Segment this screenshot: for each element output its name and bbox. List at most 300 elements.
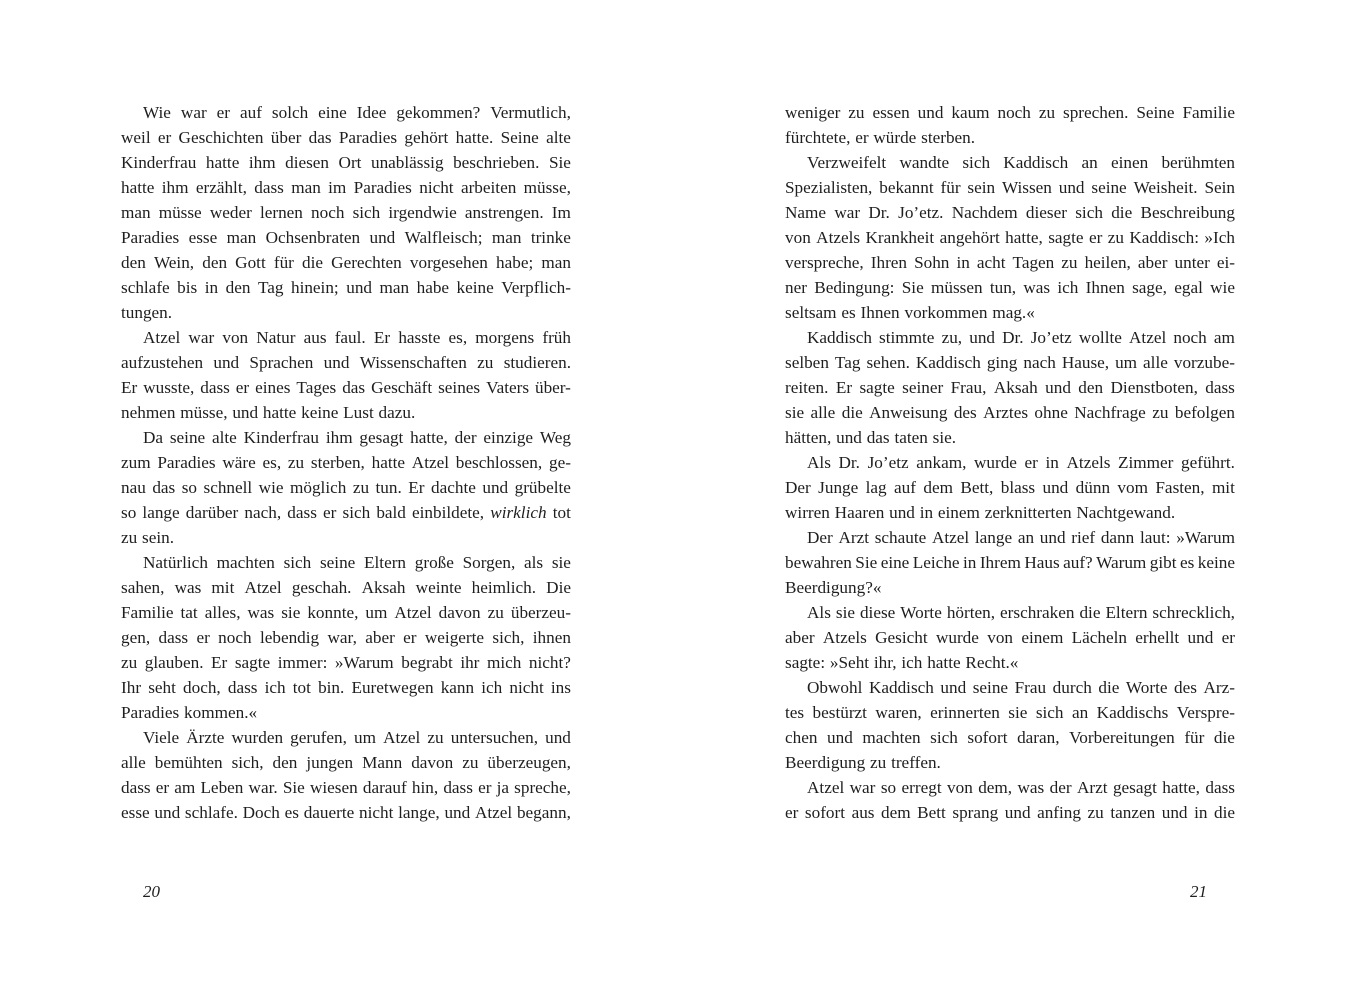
word: tat bbox=[180, 603, 198, 622]
text-line bbox=[121, 750, 571, 775]
word: Paradies bbox=[121, 228, 180, 247]
word: zu bbox=[427, 728, 444, 747]
text-line bbox=[785, 100, 1235, 125]
word: spreche, bbox=[514, 778, 571, 797]
text-line bbox=[121, 300, 571, 325]
word: sie bbox=[835, 603, 855, 622]
word: Kaddisch: bbox=[1129, 228, 1200, 247]
word: Als bbox=[807, 603, 831, 622]
word: ihr bbox=[460, 653, 480, 672]
word: auf? bbox=[1063, 553, 1093, 572]
word: bekannt bbox=[879, 178, 934, 197]
word: zerknitterten bbox=[984, 503, 1072, 522]
word: wie bbox=[1210, 278, 1235, 297]
word: war bbox=[188, 328, 215, 347]
word: auf bbox=[239, 103, 262, 122]
text-line bbox=[785, 125, 1235, 150]
word: den bbox=[121, 253, 146, 272]
word: einzige bbox=[483, 428, 534, 447]
word: Kinderfrau bbox=[121, 153, 197, 172]
word: Worte bbox=[900, 603, 942, 622]
word: Tagen bbox=[1012, 253, 1055, 272]
word: und bbox=[213, 353, 240, 372]
word: Geschichten bbox=[178, 128, 264, 147]
word: dem bbox=[923, 478, 953, 497]
word: müsse, bbox=[523, 178, 571, 197]
word: der bbox=[454, 428, 477, 447]
word: und bbox=[1004, 803, 1031, 822]
word: dass bbox=[287, 503, 317, 522]
word: untersuchen, bbox=[450, 728, 539, 747]
word: wollte bbox=[1078, 328, 1122, 347]
word: nach bbox=[1023, 353, 1056, 372]
word: und bbox=[889, 503, 915, 522]
word: Sie bbox=[282, 778, 305, 797]
word: an bbox=[1017, 528, 1035, 547]
word: sie bbox=[551, 553, 571, 572]
word: man bbox=[121, 203, 151, 222]
word: dass bbox=[158, 628, 189, 647]
word: und bbox=[444, 803, 471, 822]
word: als bbox=[524, 553, 544, 572]
word: Fasten, bbox=[1155, 478, 1205, 497]
word: begann, bbox=[516, 803, 571, 822]
word: wurde bbox=[973, 453, 1017, 472]
text-line bbox=[785, 400, 1235, 425]
word: wäre bbox=[222, 453, 256, 472]
word: kommen.« bbox=[184, 703, 258, 722]
word: Jo’etz bbox=[867, 453, 909, 472]
word: den bbox=[202, 253, 228, 272]
word: Eltern bbox=[1105, 603, 1148, 622]
word: hätten, bbox=[785, 428, 832, 447]
word: Vermutlich, bbox=[490, 103, 571, 122]
text-line bbox=[121, 250, 571, 275]
word: Krankheit bbox=[865, 228, 935, 247]
word: Eltern bbox=[364, 553, 407, 572]
word: Ihnen bbox=[1085, 278, 1125, 297]
word: sofort bbox=[967, 728, 1008, 747]
word: alle bbox=[121, 753, 146, 772]
word: konnte, bbox=[307, 603, 359, 622]
word: rief bbox=[1071, 528, 1096, 547]
word: Warum bbox=[1096, 553, 1147, 572]
word: lernen bbox=[259, 203, 303, 222]
word: weinte bbox=[415, 578, 462, 597]
word: die bbox=[841, 403, 863, 422]
word: er bbox=[157, 128, 172, 147]
word: Atzel bbox=[474, 803, 513, 822]
word: Obwohl bbox=[807, 678, 863, 697]
word: die bbox=[1111, 203, 1133, 222]
word: er bbox=[855, 128, 869, 147]
word: diesen bbox=[285, 153, 330, 172]
word: Tages bbox=[296, 378, 337, 397]
word: Aksah bbox=[361, 578, 406, 597]
word: Kaddisch bbox=[915, 353, 981, 372]
word: grübelte bbox=[514, 478, 571, 497]
word: große bbox=[414, 553, 454, 572]
word: kann bbox=[440, 678, 475, 697]
word: war bbox=[180, 103, 207, 122]
word: eines bbox=[255, 378, 291, 397]
text-line bbox=[121, 800, 571, 825]
text-line bbox=[121, 175, 571, 200]
word: irgendwie bbox=[388, 203, 457, 222]
word: nicht bbox=[359, 803, 394, 822]
word: sterben. bbox=[921, 128, 976, 147]
word: Bedingung: bbox=[814, 278, 895, 297]
word: Hause, bbox=[1061, 353, 1110, 372]
word: dann bbox=[1100, 528, 1135, 547]
word: habe; bbox=[496, 253, 534, 272]
word: Ihnen bbox=[860, 303, 900, 322]
word: Weisheit. bbox=[1133, 178, 1198, 197]
word: an bbox=[1071, 703, 1089, 722]
word: zum bbox=[121, 453, 151, 472]
word: die bbox=[1079, 603, 1101, 622]
word: Kaddisch bbox=[807, 328, 872, 347]
word: Leben bbox=[200, 778, 244, 797]
word: zu bbox=[1107, 228, 1124, 247]
word: Anweisung bbox=[869, 403, 948, 422]
word: wie bbox=[258, 478, 284, 497]
word: befolgen bbox=[1174, 403, 1235, 422]
word: es bbox=[1179, 553, 1195, 572]
word: Seine bbox=[1136, 103, 1175, 122]
text-line bbox=[121, 475, 571, 500]
word: verspreche, bbox=[785, 253, 864, 272]
word: eine bbox=[880, 553, 910, 572]
word: davon bbox=[411, 753, 454, 772]
word: den bbox=[225, 278, 251, 297]
word: am bbox=[174, 778, 196, 797]
text-line bbox=[785, 650, 1235, 675]
word: vorgesehen bbox=[409, 253, 488, 272]
word: acht bbox=[976, 253, 1006, 272]
word: Dr. bbox=[838, 453, 860, 472]
word: Haus bbox=[1024, 553, 1060, 572]
word: dieser bbox=[1025, 203, 1067, 222]
text-line bbox=[121, 450, 571, 475]
word: man bbox=[541, 253, 571, 272]
text-line bbox=[785, 550, 1235, 575]
word: hörten, bbox=[946, 603, 996, 622]
text-line bbox=[785, 225, 1235, 250]
word: egal bbox=[1174, 278, 1203, 297]
word: es bbox=[841, 303, 856, 322]
right-page-text bbox=[785, 100, 1235, 825]
word: dünn bbox=[1075, 478, 1111, 497]
word: das bbox=[342, 378, 366, 397]
word: begrabt bbox=[401, 653, 453, 672]
word: tot bbox=[552, 503, 571, 522]
word: sie bbox=[1008, 703, 1028, 722]
word: hinein; bbox=[290, 278, 339, 297]
word: dem bbox=[881, 803, 911, 822]
word: zu bbox=[870, 753, 887, 772]
word: zu, bbox=[941, 328, 963, 347]
word: er bbox=[155, 778, 170, 797]
word: Doch bbox=[242, 803, 280, 822]
word: Lächeln bbox=[1071, 628, 1127, 647]
word: Worte bbox=[1125, 678, 1168, 697]
word: sich bbox=[930, 728, 958, 747]
word: ins bbox=[550, 678, 571, 697]
text-line bbox=[121, 400, 571, 425]
word: Idee bbox=[356, 103, 387, 122]
word: mit bbox=[211, 578, 235, 597]
word: dauerte bbox=[303, 803, 355, 822]
word: aufzustehen bbox=[121, 353, 204, 372]
word: Frau bbox=[1014, 678, 1047, 697]
word: nicht bbox=[509, 678, 544, 697]
word: lange bbox=[974, 528, 1013, 547]
word: Walfleisch; bbox=[404, 228, 483, 247]
word: erhellt bbox=[1135, 628, 1180, 647]
word: bis bbox=[177, 278, 198, 297]
word: »Seht bbox=[829, 653, 870, 672]
word: Natur bbox=[256, 328, 296, 347]
text-line bbox=[121, 350, 571, 375]
word: »Warum bbox=[334, 653, 394, 672]
word: taten bbox=[894, 428, 928, 447]
word: war bbox=[849, 778, 876, 797]
word: dem, bbox=[978, 778, 1013, 797]
word: müssen bbox=[930, 278, 983, 297]
word: zu bbox=[121, 653, 138, 672]
word: Dr. bbox=[868, 203, 890, 222]
word: hasste bbox=[398, 328, 441, 347]
word: vorkommen bbox=[904, 303, 988, 322]
word: er bbox=[216, 103, 231, 122]
word: Geschäft bbox=[371, 378, 433, 397]
word: noch bbox=[218, 628, 252, 647]
word: zu bbox=[1087, 803, 1104, 822]
word: das bbox=[152, 478, 176, 497]
word: von bbox=[222, 328, 249, 347]
word: sich, bbox=[492, 628, 525, 647]
word: Atzels bbox=[816, 228, 861, 247]
word: und bbox=[836, 428, 862, 447]
word: von bbox=[947, 778, 973, 797]
word: sein bbox=[967, 178, 996, 197]
word: Lust bbox=[343, 403, 374, 422]
word: unablässig bbox=[370, 153, 444, 172]
word: und bbox=[369, 228, 396, 247]
word: daran, bbox=[1017, 728, 1060, 747]
word: in bbox=[1045, 453, 1059, 472]
word: Ort bbox=[338, 153, 362, 172]
word: Beschreibung bbox=[1140, 203, 1235, 222]
text-line bbox=[121, 525, 571, 550]
word: Dienstboten, bbox=[1110, 378, 1198, 397]
word: erzählt, bbox=[195, 178, 247, 197]
word: Sie bbox=[548, 153, 571, 172]
word: Kaddisch bbox=[868, 678, 934, 697]
word: dazu. bbox=[378, 403, 416, 422]
word: so bbox=[880, 778, 897, 797]
word: aus bbox=[851, 803, 875, 822]
word: man bbox=[226, 228, 257, 247]
word: hatte, bbox=[1162, 778, 1200, 797]
word: kaum bbox=[951, 103, 990, 122]
word: mag.« bbox=[992, 303, 1035, 322]
text-line bbox=[785, 200, 1235, 225]
word: wusste, bbox=[143, 378, 195, 397]
word: um bbox=[1115, 353, 1138, 372]
word: er bbox=[235, 378, 250, 397]
word: würde bbox=[873, 128, 917, 147]
word: noch bbox=[997, 103, 1031, 122]
word: stimmte bbox=[879, 328, 935, 347]
word: sagte bbox=[859, 378, 895, 397]
word: Nachdem bbox=[951, 203, 1018, 222]
word: er bbox=[785, 803, 799, 822]
word: Beerdigung bbox=[785, 753, 866, 772]
word: habe bbox=[416, 278, 450, 297]
word: ihm bbox=[248, 153, 276, 172]
word: zu bbox=[848, 103, 865, 122]
word: Natürlich bbox=[143, 553, 208, 572]
word: einem bbox=[937, 503, 980, 522]
word: ankam, bbox=[916, 453, 967, 472]
word: sehen. bbox=[866, 353, 910, 372]
text-line bbox=[785, 275, 1235, 300]
word: sagte: bbox=[785, 653, 826, 672]
word: es bbox=[284, 803, 299, 822]
word: Name bbox=[785, 203, 827, 222]
word: machten bbox=[216, 553, 275, 572]
word: Wie bbox=[143, 103, 171, 122]
text-line bbox=[785, 775, 1235, 800]
word: Als bbox=[807, 453, 831, 472]
word: hatte, bbox=[1005, 228, 1043, 247]
word: in bbox=[204, 278, 219, 297]
word: Seine bbox=[500, 128, 539, 147]
word: über bbox=[270, 128, 302, 147]
word: Atzel bbox=[1129, 328, 1167, 347]
right-page bbox=[676, 0, 1351, 1000]
word: Atzel bbox=[931, 528, 970, 547]
word: Atzel bbox=[383, 728, 421, 747]
word: jungen bbox=[306, 753, 354, 772]
word: Kaddischs bbox=[1096, 703, 1169, 722]
word: sie bbox=[281, 603, 301, 622]
word: mit bbox=[1211, 478, 1235, 497]
word: Atzels bbox=[822, 628, 867, 647]
word: Atzels bbox=[1066, 453, 1111, 472]
word: reiten. bbox=[785, 378, 829, 397]
word: aber bbox=[1137, 253, 1168, 272]
word: sich bbox=[342, 503, 371, 522]
word: Weg bbox=[539, 428, 571, 447]
word: was bbox=[247, 603, 275, 622]
word: sich bbox=[352, 203, 381, 222]
word: machten bbox=[862, 728, 921, 747]
word: heimlich. bbox=[471, 578, 537, 597]
word: er bbox=[403, 628, 417, 647]
word: der bbox=[1049, 778, 1072, 797]
word: »Ich bbox=[1204, 228, 1235, 247]
word: sich bbox=[1035, 703, 1064, 722]
word: ihnen bbox=[532, 628, 571, 647]
word: keine bbox=[1197, 553, 1235, 572]
word: immer: bbox=[277, 653, 328, 672]
text-line bbox=[121, 275, 571, 300]
word: er bbox=[323, 503, 337, 522]
word: ihm bbox=[325, 428, 353, 447]
word: überzeugen, bbox=[487, 753, 571, 772]
word: keine bbox=[301, 403, 339, 422]
word: aber bbox=[785, 628, 815, 647]
word: war. bbox=[248, 778, 278, 797]
word: esse bbox=[121, 803, 150, 822]
word: man bbox=[291, 178, 321, 197]
text-line bbox=[121, 500, 571, 525]
word: er bbox=[1221, 628, 1235, 647]
word: Verpflich- bbox=[501, 278, 571, 297]
word: noch bbox=[311, 203, 345, 222]
word: Junge bbox=[818, 478, 859, 497]
word: Atzel bbox=[411, 453, 450, 472]
word: heilen, bbox=[1084, 253, 1131, 272]
text-line bbox=[121, 600, 571, 625]
word: um bbox=[365, 603, 388, 622]
word: des bbox=[953, 403, 977, 422]
word: bemühten bbox=[154, 753, 223, 772]
word: angehört bbox=[939, 228, 1000, 247]
word: glauben. bbox=[144, 653, 204, 672]
text-line bbox=[785, 150, 1235, 175]
word: ja bbox=[496, 778, 510, 797]
word: chen bbox=[785, 728, 818, 747]
word: seiner bbox=[902, 378, 944, 397]
word: essen bbox=[872, 103, 910, 122]
word: noch bbox=[1173, 328, 1207, 347]
word: davon bbox=[438, 603, 481, 622]
text-line bbox=[785, 175, 1235, 200]
word: schlafe. bbox=[184, 803, 238, 822]
word: Paradies bbox=[121, 703, 180, 722]
word: in bbox=[956, 253, 970, 272]
word: hatte bbox=[262, 403, 297, 422]
word: überzeu- bbox=[510, 603, 571, 622]
word: zu bbox=[487, 603, 504, 622]
word: bewahren bbox=[785, 553, 852, 572]
word: sie. bbox=[932, 428, 957, 447]
word: anfing bbox=[1037, 803, 1081, 822]
word: Im bbox=[551, 203, 571, 222]
word: gesagt bbox=[1112, 778, 1157, 797]
text-line bbox=[785, 375, 1235, 400]
word: studieren. bbox=[503, 353, 571, 372]
word: Wissen bbox=[1001, 178, 1052, 197]
word: dass bbox=[227, 678, 258, 697]
word: für bbox=[273, 253, 294, 272]
text-line bbox=[785, 350, 1235, 375]
word: er bbox=[1024, 453, 1038, 472]
word: Sprachen bbox=[249, 353, 314, 372]
word: Aksah bbox=[993, 378, 1038, 397]
word: sofort bbox=[804, 803, 846, 822]
word: Sohn bbox=[914, 253, 950, 272]
word: dass bbox=[254, 178, 284, 197]
word: Ärzte bbox=[186, 728, 225, 747]
word: diese bbox=[859, 603, 896, 622]
word: und bbox=[545, 728, 571, 747]
word: Vaters bbox=[486, 378, 530, 397]
